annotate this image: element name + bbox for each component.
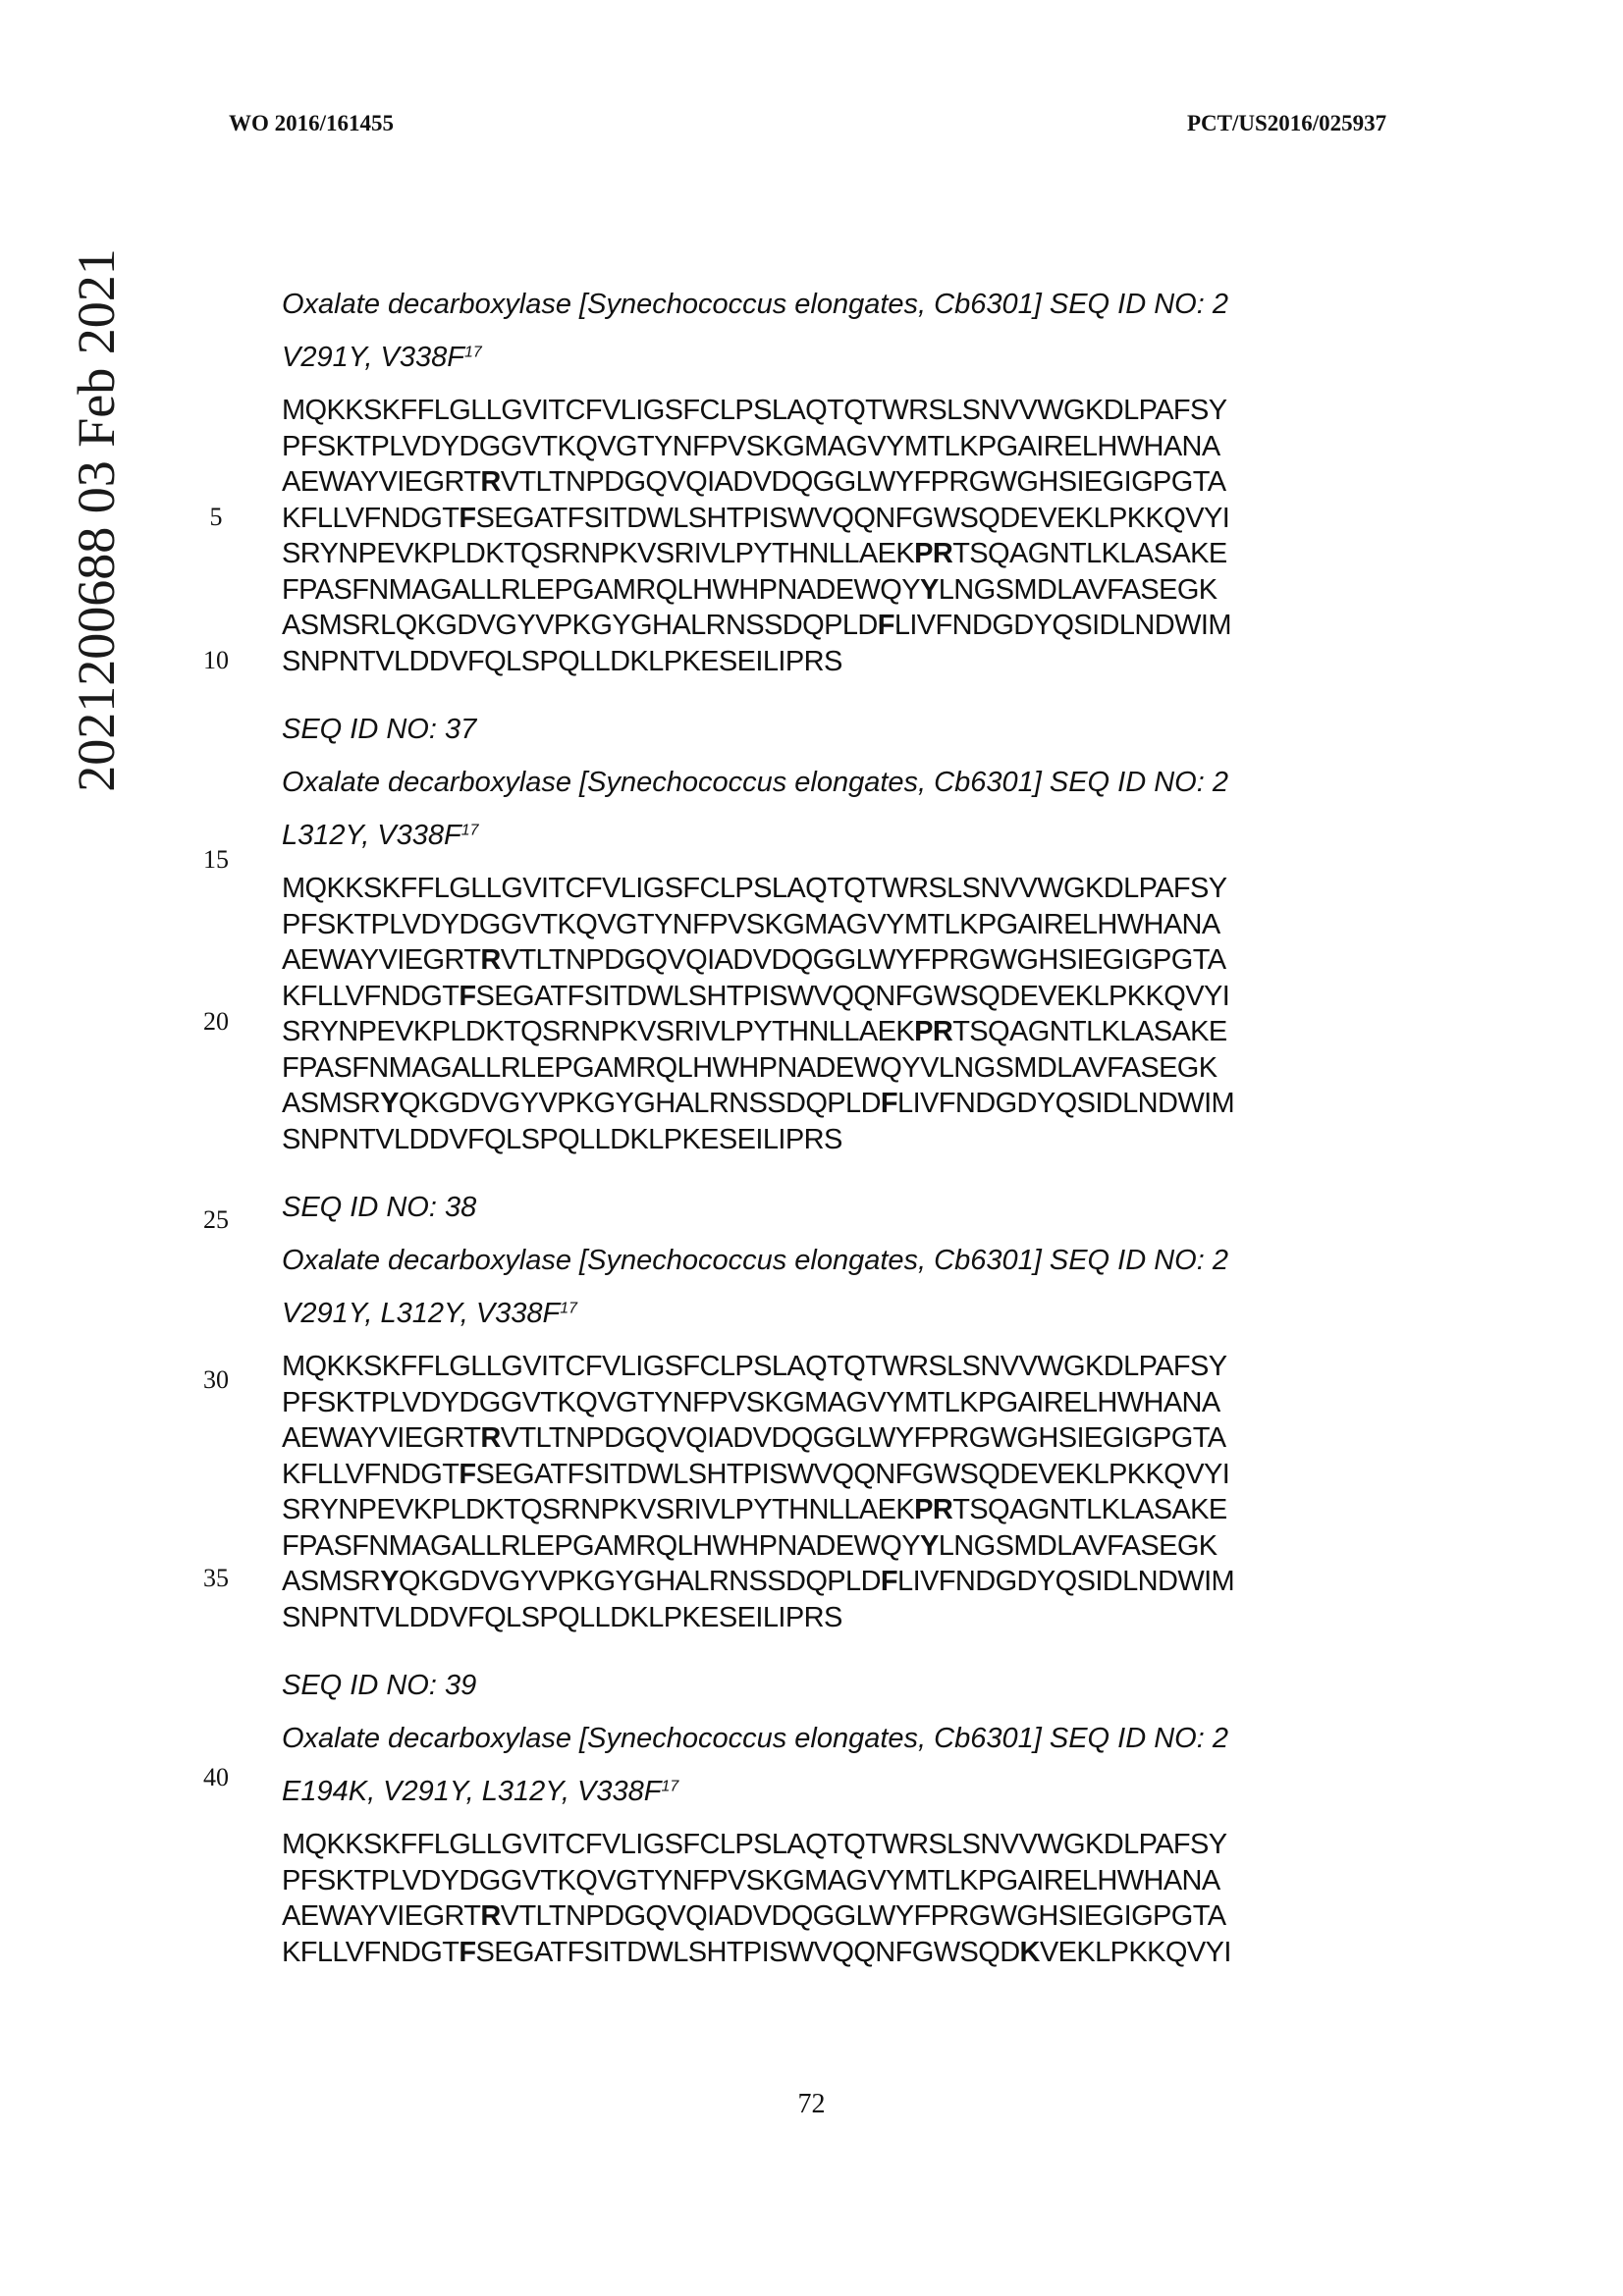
line-number: 15	[203, 845, 229, 874]
sequence-description: Oxalate decarboxylase [Synechococcus elongates, Cb6301] SEQ ID NO: 2	[282, 1245, 1228, 1276]
sequence-line: ASMSRYQKGDVGYVPKGYGHALRNSSDQPLDFLIVFNDGDYQSIDLNDWIM	[282, 1566, 1235, 1597]
line-number: 30	[203, 1365, 229, 1394]
line-number: 25	[203, 1205, 229, 1234]
mutation-text: V291Y, V338F	[282, 342, 464, 373]
sequence-line: SRYNPEVKPLDKTQSRNPKVSRIVLPYTHNLLAEKPRTSQAGNTLKLASAKE	[282, 538, 1227, 569]
highlighted-residue: F	[880, 1088, 898, 1119]
highlighted-residue: F	[459, 980, 476, 1012]
line-number: 40	[203, 1763, 229, 1791]
side-stamp-text: 2021200688 03 Feb 2021	[67, 248, 126, 792]
mutation-text: V291Y, L312Y, V338F	[282, 1298, 561, 1329]
sequence-entry	[282, 1190, 1362, 1635]
highlighted-residue: Y	[920, 573, 939, 606]
sequence-entry	[282, 712, 1362, 1157]
sequence-line: AEWAYVIEGRTRVTLTNPDGQVQIADVDQGGLWYFPRGWGHSIEGIGPGTA	[282, 1422, 1226, 1454]
sequence-line: SRYNPEVKPLDKTQSRNPKVSRIVLPYTHNLLAEKPRTSQAGNTLKLASAKE	[282, 1016, 1227, 1047]
mutation-text: E194K, V291Y, L312Y, V338F	[282, 1776, 662, 1807]
mutation-text: L312Y, V338F	[282, 820, 461, 851]
footnote-reference: 17	[463, 344, 482, 361]
sequence-listing	[282, 287, 1362, 2002]
highlighted-residue: PR	[914, 1016, 953, 1047]
highlighted-residue: PR	[914, 1494, 953, 1525]
sequence-line: FPASFNMAGALLRLEPGAMRQLHWHPNADEWQYVLNGSMDLAVFASEGK	[282, 1051, 1217, 1084]
sequence-line: ASMSRYQKGDVGYVPKGYGHALRNSSDQPLDFLIVFNDGDYQSIDLNDWIM	[282, 1088, 1235, 1119]
highlighted-residue: Y	[920, 1529, 939, 1562]
highlighted-residue: R	[480, 466, 501, 498]
highlighted-residue: F	[877, 610, 894, 641]
highlighted-residue: F	[880, 1566, 898, 1597]
sequence-line: MQKKSKFFLGLLGVITCFVLIGSFCLPSLAQTQTWRSLSNVVWGKDLPAFSY	[282, 395, 1227, 426]
sequence-line: PFSKTPLVDYDGGVTKQVGTYNFPVSKGMAGVYMTLKPGAIRELHWHANA	[282, 1864, 1220, 1896]
highlighted-residue: R	[480, 944, 501, 976]
footnote-reference: 17	[560, 1300, 578, 1317]
sequence-line: ASMSRLQKGDVGYVPKGYGHALRNSSDQPLDFLIVFNDGDYQSIDLNDWIM	[282, 610, 1231, 641]
highlighted-residue: F	[459, 502, 476, 534]
highlighted-residue: Y	[380, 1088, 399, 1119]
seq-id-heading: SEQ ID NO: 39	[282, 1670, 477, 1701]
sequence-line: SRYNPEVKPLDKTQSRNPKVSRIVLPYTHNLLAEKPRTSQAGNTLKLASAKE	[282, 1494, 1227, 1525]
line-number: 20	[203, 1007, 229, 1036]
mutation-list	[282, 1774, 1362, 1809]
sequence-line: SNPNTVLDDVFQLSPQLLDKLPKESEILIPRS	[282, 1601, 842, 1633]
sequence-description: Oxalate decarboxylase [Synechococcus elongates, Cb6301] SEQ ID NO: 2	[282, 289, 1228, 320]
sequence-line: PFSKTPLVDYDGGVTKQVGTYNFPVSKGMAGVYMTLKPGAIRELHWHANA	[282, 1386, 1220, 1418]
sequence-line: PFSKTPLVDYDGGVTKQVGTYNFPVSKGMAGVYMTLKPGAIRELHWHANA	[282, 430, 1220, 462]
line-number: 35	[203, 1564, 229, 1592]
header-application-number: PCT/US2016/025937	[1187, 111, 1387, 135]
sequence-line: AEWAYVIEGRTRVTLTNPDGQVQIADVDQGGLWYFPRGWGHSIEGIGPGTA	[282, 944, 1226, 976]
sequence-entry	[282, 287, 1362, 679]
page-number: 72	[797, 2089, 826, 2119]
sequence-line: FPASFNMAGALLRLEPGAMRQLHWHPNADEWQYYLNGSMDLAVFASEGK	[282, 573, 1217, 606]
mutation-list	[282, 818, 1362, 853]
sequence-line: MQKKSKFFLGLLGVITCFVLIGSFCLPSLAQTQTWRSLSNVVWGKDLPAFSY	[282, 1351, 1227, 1382]
highlighted-residue: R	[480, 1422, 501, 1454]
sequence-line: AEWAYVIEGRTRVTLTNPDGQVQIADVDQGGLWYFPRGWGHSIEGIGPGTA	[282, 466, 1226, 498]
sequence-line: FPASFNMAGALLRLEPGAMRQLHWHPNADEWQYYLNGSMDLAVFASEGK	[282, 1529, 1217, 1562]
highlighted-residue: F	[459, 1458, 476, 1490]
sequence-line: KFLLVFNDGTFSEGATFSITDWLSHTPISWVQQNFGWSQDEVEKLPKKQVYI	[282, 980, 1230, 1012]
sequence-line: PFSKTPLVDYDGGVTKQVGTYNFPVSKGMAGVYMTLKPGAIRELHWHANA	[282, 908, 1220, 940]
highlighted-residue: K	[1019, 1936, 1040, 1968]
sequence-line: SNPNTVLDDVFQLSPQLLDKLPKESEILIPRS	[282, 645, 842, 677]
line-number: 5	[209, 503, 223, 531]
sequence-line: AEWAYVIEGRTRVTLTNPDGQVQIADVDQGGLWYFPRGWGHSIEGIGPGTA	[282, 1900, 1226, 1932]
mutation-list	[282, 340, 1362, 375]
footnote-reference: 17	[661, 1778, 679, 1795]
sequence-line: KFLLVFNDGTFSEGATFSITDWLSHTPISWVQQNFGWSQDEVEKLPKKQVYI	[282, 502, 1230, 534]
highlighted-residue: Y	[380, 1566, 399, 1597]
mutation-list	[282, 1296, 1362, 1331]
sequence-entry	[282, 1668, 1362, 1970]
sequence-line: MQKKSKFFLGLLGVITCFVLIGSFCLPSLAQTQTWRSLSNVVWGKDLPAFSY	[282, 873, 1227, 904]
sequence-description: Oxalate decarboxylase [Synechococcus elongates, Cb6301] SEQ ID NO: 2	[282, 767, 1228, 798]
footnote-reference: 17	[460, 822, 479, 839]
sequence-description: Oxalate decarboxylase [Synechococcus elongates, Cb6301] SEQ ID NO: 2	[282, 1723, 1228, 1754]
seq-id-heading: SEQ ID NO: 37	[282, 714, 477, 745]
header-publication-number: WO 2016/161455	[229, 111, 395, 135]
sequence-line: KFLLVFNDGTFSEGATFSITDWLSHTPISWVQQNFGWSQDKVEKLPKKQVYI	[282, 1936, 1231, 1968]
line-number: 10	[203, 646, 229, 674]
sequence-line: MQKKSKFFLGLLGVITCFVLIGSFCLPSLAQTQTWRSLSNVVWGKDLPAFSY	[282, 1829, 1227, 1860]
seq-id-heading: SEQ ID NO: 38	[282, 1192, 477, 1223]
sequence-line: KFLLVFNDGTFSEGATFSITDWLSHTPISWVQQNFGWSQDEVEKLPKKQVYI	[282, 1458, 1230, 1490]
sequence-line: SNPNTVLDDVFQLSPQLLDKLPKESEILIPRS	[282, 1123, 842, 1155]
highlighted-residue: F	[459, 1936, 476, 1968]
highlighted-residue: PR	[914, 538, 953, 569]
side-stamp	[47, 196, 145, 844]
highlighted-residue: R	[480, 1900, 501, 1932]
